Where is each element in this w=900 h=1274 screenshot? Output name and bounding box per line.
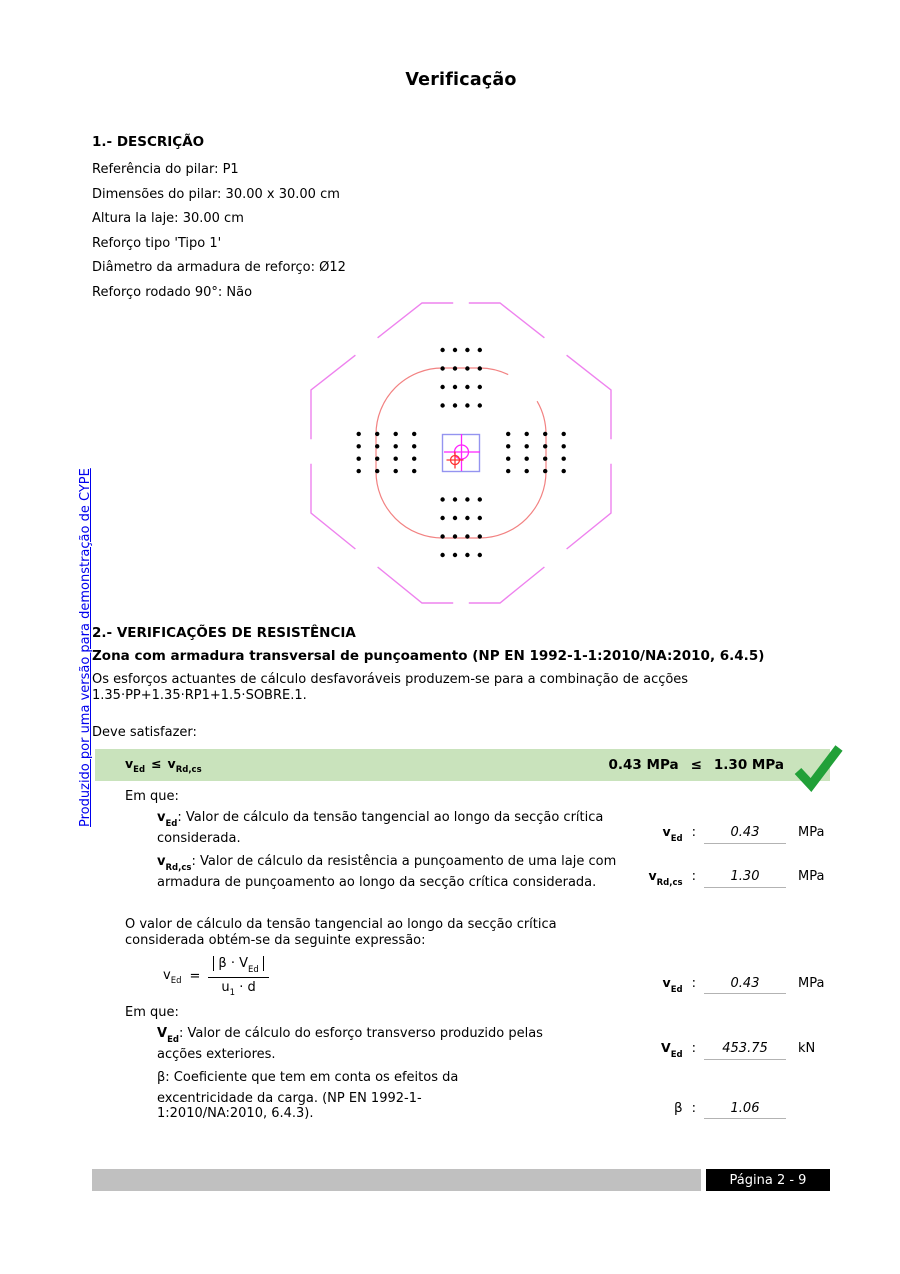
stud-dot	[440, 366, 444, 370]
pass-checkmark-icon	[790, 743, 846, 795]
footer-gray-bar	[92, 1169, 701, 1191]
stud-dot	[394, 469, 398, 473]
beta-definition-item	[157, 1070, 830, 1121]
stud-dot	[465, 403, 469, 407]
em-que-label-1: Em que:	[125, 789, 179, 804]
ved-formula	[163, 956, 269, 997]
stud-dot	[440, 553, 444, 557]
reinforcement-type-line: Reforço tipo 'Tipo 1'	[92, 235, 222, 251]
stud-dot	[453, 348, 457, 352]
stud-dot	[357, 469, 361, 473]
vrdcs-label: $v_{Rd,cs}$	[648, 868, 683, 888]
page-number-label: Página 2 - 9	[729, 1172, 807, 1188]
stud-dot	[375, 444, 379, 448]
must-satisfy-label: Deve satisfazer:	[92, 725, 197, 740]
ved-label: $v_{Ed}$	[662, 824, 683, 844]
VEd-definition-text: $V_{Ed}$: Valor de cálculo do esforço transverso produzido pelas acções exteriores.	[157, 1026, 543, 1062]
stud-dot	[440, 516, 444, 520]
stud-dot	[453, 516, 457, 520]
vrdcs-unit: MPa	[798, 869, 825, 885]
section2-heading: 2.- VERIFICAÇÕES DE RESISTÊNCIA	[92, 625, 356, 641]
rotated-reinforcement-line: Reforço rodado 90°: Não	[92, 284, 253, 300]
stud-dot	[562, 469, 566, 473]
ved-value-row: $v_{Ed}$ : 0.43 MPa	[635, 824, 830, 846]
formula-denominator: $u_1 \cdot d$	[221, 979, 256, 999]
stud-dot	[506, 432, 510, 436]
beta-value-row: β : 1.06	[635, 1101, 830, 1122]
stud-dot	[543, 457, 547, 461]
fraction	[208, 956, 268, 997]
stud-dot	[394, 432, 398, 436]
em-que-label-2: Em que:	[125, 1005, 179, 1021]
page-footer	[92, 1169, 830, 1191]
leq-operator-2: ≤	[690, 757, 702, 773]
VEd-definition-item	[157, 1026, 830, 1062]
VEd-value-row: $V_{Ed}$ : 453.75 kN	[635, 1040, 830, 1062]
stud-dot	[453, 553, 457, 557]
stud-dot	[465, 553, 469, 557]
section1-heading: 1.- DESCRIÇÃO	[92, 134, 205, 150]
ved-formula-unit: MPa	[798, 976, 825, 992]
ved-formula-value-row: $v_{Ed}$ : 0.43 MPa	[635, 975, 830, 994]
stud-dot	[525, 457, 529, 461]
check-values: 0.43 MPa ≤ 1.30 MPa	[608, 757, 784, 773]
pillar-reference-line: Referência do pilar: P1	[92, 162, 239, 177]
stud-dot	[478, 385, 482, 389]
formula-numerator: $\beta \cdot V_{Ed}$	[213, 956, 263, 971]
stud-dot	[478, 366, 482, 370]
stud-dot	[562, 444, 566, 448]
ved-value: 0.43	[730, 825, 760, 841]
stud-dot	[543, 469, 547, 473]
beta-label: β	[673, 1099, 683, 1116]
stud-dot	[525, 469, 529, 473]
stud-dot	[478, 534, 482, 538]
stud-dot	[440, 385, 444, 389]
stud-dot	[478, 348, 482, 352]
verification-result-row	[95, 749, 830, 781]
page-title: Verificação	[405, 70, 517, 90]
ved-formula-label: $v_{Ed}$	[662, 975, 683, 995]
ved-definition-text: $v_{Ed}$: Valor de cálculo da tensão tangencial ao longo da secção crítica considerada.	[157, 810, 604, 846]
rebar-diameter-line: Diâmetro da armadura de reforço: Ø12	[92, 260, 346, 275]
ved-unit: MPa	[798, 825, 825, 841]
leq-operator: ≤	[151, 755, 162, 771]
section2-subheading: Zona com armadura transversal de punçoamento (NP EN 1992-1-1:2010/NA:2010, 6.4.5)	[92, 648, 765, 664]
ved-formula-value: 0.43	[730, 976, 760, 992]
stud-dot	[357, 457, 361, 461]
stud-dot	[465, 385, 469, 389]
ved-formula-row	[163, 956, 830, 997]
slab-height-line: Altura la laje: 30.00 cm	[92, 211, 244, 226]
stud-dot	[357, 432, 361, 436]
stud-dot	[412, 444, 416, 448]
stud-dot	[478, 516, 482, 520]
stud-dot	[465, 534, 469, 538]
ved-definition-item	[157, 810, 830, 846]
VEd-unit: kN	[798, 1041, 816, 1057]
stud-dot	[543, 432, 547, 436]
equals-sign: =	[189, 969, 201, 985]
stud-dot	[525, 444, 529, 448]
stud-dot	[453, 497, 457, 501]
stud-dot	[506, 444, 510, 448]
expression-paragraph: O valor de cálculo da tensão tangencial ao longo da secção crítica considerada obtém-se da seguinte expressão:	[125, 917, 557, 948]
stud-dot	[375, 469, 379, 473]
stud-dot	[357, 444, 361, 448]
stud-dot	[375, 432, 379, 436]
stud-dot	[453, 385, 457, 389]
stud-dot	[465, 516, 469, 520]
stud-dot	[412, 432, 416, 436]
stud-dot	[506, 469, 510, 473]
stud-dot	[440, 534, 444, 538]
demo-version-watermark-link[interactable]: Produzido por uma versão para demonstração de CYPE	[78, 468, 93, 827]
stud-dot	[394, 444, 398, 448]
stud-dot	[465, 366, 469, 370]
stud-dot	[440, 348, 444, 352]
stud-dot	[375, 457, 379, 461]
stud-dot	[525, 432, 529, 436]
beta-definition-text: β: Coeficiente que tem em conta os efeitos da excentricidade da carga. (NP EN 1992-1-1:2010/NA:2010, 6.4.3).	[157, 1070, 459, 1122]
stud-dot	[453, 366, 457, 370]
vrdcs-definition-text: $v_{Rd,cs}$: Valor de cálculo da resistência a punçoamento de uma laje com armadura de punçoamento ao longo da secção crítica considerada.	[157, 854, 617, 890]
stud-dot	[465, 497, 469, 501]
stud-dot	[412, 457, 416, 461]
vrdcs-value: 1.30	[730, 869, 760, 885]
punching-plan-svg	[291, 301, 631, 605]
beta-value: 1.06	[730, 1100, 760, 1116]
stud-dot	[453, 534, 457, 538]
stud-dot	[394, 457, 398, 461]
stud-dot	[562, 432, 566, 436]
stud-dot	[440, 497, 444, 501]
stud-dot	[506, 457, 510, 461]
stud-dot	[562, 457, 566, 461]
pillar-dimensions-line: Dimensões do pilar: 30.00 x 30.00 cm	[92, 186, 340, 202]
stud-dot	[478, 403, 482, 407]
page-number-box	[706, 1169, 830, 1191]
vrdcs-definition-item	[157, 854, 830, 890]
check-condition: $v_{Ed} \le v_{Rd,cs}$	[125, 755, 202, 776]
stud-dot	[543, 444, 547, 448]
VEd-label: $V_{Ed}$	[661, 1040, 683, 1060]
stud-dot	[478, 497, 482, 501]
formula-lhs: $v_{Ed}$	[163, 967, 182, 987]
VEd-value: 453.75	[722, 1041, 768, 1057]
stud-dot	[465, 348, 469, 352]
punching-plan-drawing	[92, 309, 830, 609]
vrdcs-value-row: $v_{Rd,cs}$ : 1.30 MPa	[635, 868, 830, 890]
load-combination-paragraph: Os esforços actuantes de cálculo desfavoráveis produzem-se para a combinação de acções 1.35·PP+1.35·RP1+1.5·SOBRE.1.	[92, 672, 689, 703]
stud-dot	[412, 469, 416, 473]
stud-dot	[453, 403, 457, 407]
stud-dot	[440, 403, 444, 407]
stud-dot	[478, 553, 482, 557]
